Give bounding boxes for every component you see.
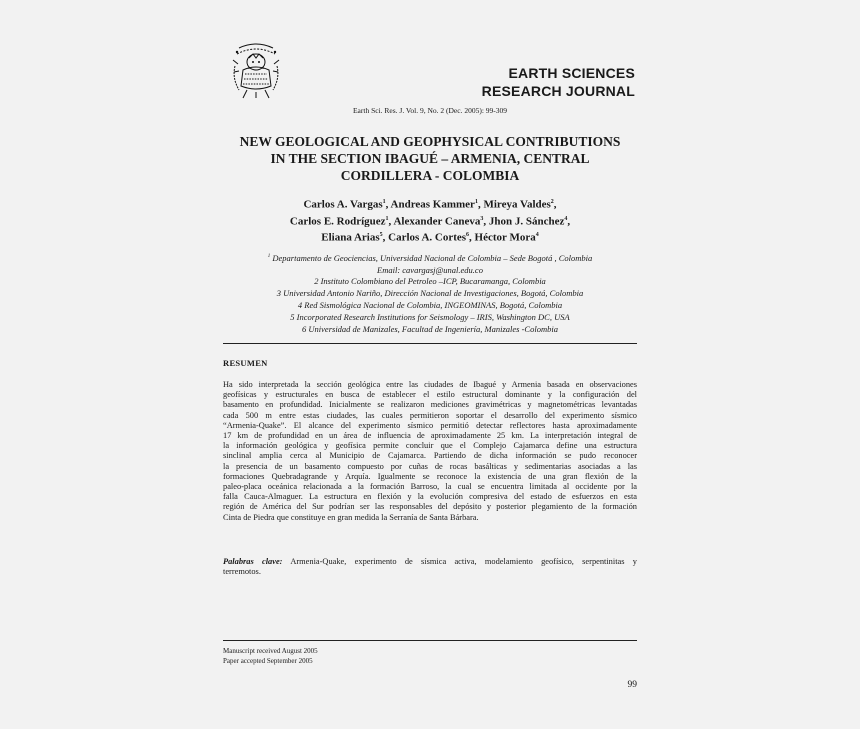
journal-citation: Earth Sci. Res. J. Vol. 9, No. 2 (Dec. 2005): 99-309 [352,106,508,115]
author-affiliation-mark: 1 [385,215,389,222]
author-affiliation-mark: 1 [474,199,478,205]
author-name: Carlos E. Rodríguez [289,215,386,228]
author-affiliation-mark: 5 [379,232,383,239]
abstract-line: geofísicas y estructurales en busca de establecer el estilo estructural dominante y la configuración del [223,390,637,400]
accepted-date: Paper accepted September 2005 [223,657,313,665]
title-line: CORDILLERA - COLOMBIA [340,168,520,183]
abstract-line: paleo-placa oceánica relacionada a la formación Barroso, la cual se encuentra limitada al occidente por la [223,482,637,492]
author-name: Jhon J. Sánchez [488,215,565,228]
title-line: IN THE SECTION IBAGUÉ – ARMENIA, CENTRAL [270,151,590,166]
keywords-label: Palabras clave: [223,557,283,566]
author-name: Carlos A. Cortes [388,231,467,244]
keywords [223,557,637,577]
affiliation-text: Departamento de Geociencias, Universidad Nacional de Colombia – Sede Bogotá , Colombia [272,252,593,263]
abstract-line: la información geológica y geofísica permite concluir que el Complejo Cajamarca define una estructura [223,441,637,451]
author-name: Alexander Caneva [393,215,481,228]
author-separator: , [553,198,557,211]
abstract-line: 17 km de profundidad en un área de influencia de aproximadamente 25 km. La interpretación integral de [223,431,637,441]
affiliation-item [200,251,660,265]
author-name: Andreas Kammer [390,198,475,211]
author-name: Mireya Valdes [483,198,551,211]
journal-name-line-2: RESEARCH JOURNAL [481,83,635,99]
journal-name-line-1: EARTH SCIENCES [508,65,635,81]
affiliation-item: 4 Red Sismológica Nacional de Colombia, INGEOMINAS, Bogotá, Colombia [297,300,563,311]
footer-divider [223,640,637,641]
author-name: Carlos A. Vargas [303,198,383,211]
author-separator: , [385,198,391,211]
keywords-line [223,557,637,567]
abstract-line: cada 500 m entre estas ciudades, las cuales permitieron soportar el desarrollo del experimento sísmico [223,410,637,420]
abstract-line: falla Cauca-Almaguer. La estructura en flexión y la evolución compresiva del estado de esfuerzos en esta [223,492,637,502]
section-divider [223,343,637,344]
title-line: NEW GEOLOGICAL AND GEOPHYSICAL CONTRIBUTIONS [239,134,621,149]
author-affiliation-mark: 1 [382,199,386,205]
author-affiliation-mark: 4 [535,232,539,239]
author-separator: , [567,215,571,228]
page-number: 99 [627,680,637,690]
journal-logo-icon [229,40,283,100]
abstract-line: “Armenia-Quake”. El alcance del experimento sísmico permitió detectar reflectores hasta aproximadamente [223,420,637,430]
author-name: Eliana Arias [321,231,380,244]
author-affiliation-mark: 6 [466,232,470,239]
affiliation-mark: 1 [267,254,271,259]
received-date: Manuscript received August 2005 [223,647,318,655]
author-separator: , [483,215,489,228]
author-separator: , [388,215,394,228]
abstract-line: formaciones Quebradagrande y Arquía. Igualmente se reconoce la existencia de una gran flexión de la [223,471,637,481]
affiliation-item: 6 Universidad de Manizales, Facultad de Ingeniería, Manizales -Colombia [302,323,558,334]
affiliation-item: 3 Universidad Antonio Nariño, Dirección Nacional de Investigaciones, Bogotá, Colombia [276,288,584,299]
author-separator: , [477,198,484,211]
journal-name [482,64,635,100]
abstract-heading: RESUMEN [223,358,268,368]
author-email: Email: cavargasj@unal.edu.co [377,264,483,275]
abstract-line: sinclinal amplia cerca al Municipio de Cajamarca. Partiendo de dicha información se pudo reconocer [223,451,637,461]
author-separator: , [469,231,475,244]
author-name: Héctor Mora [474,231,536,244]
abstract-line: Ha sido interpretada la sección geológica entre las ciudades de Ibagué y Armenia basada en observaciones [223,380,637,389]
abstract-line: Cinta de Piedra que constituye en gran medida la Serranía de Santa Bárbara. [223,512,479,522]
author-affiliation-mark: 3 [480,215,484,222]
affiliation-item: 2 Instituto Colombiano del Petroleo –ICP, Bucaramanga, Colombia [314,276,546,287]
author-separator: , [382,231,389,244]
author-affiliation-mark: 4 [564,215,568,222]
author-line [200,195,660,212]
abstract-line: región de América del Sur podrían ser las responsables del depósito y posterior plegamiento de la formación [223,502,637,512]
author-affiliation-mark: 2 [550,199,554,205]
article-title [210,133,650,184]
author-list [200,195,660,245]
manuscript-dates [223,646,318,666]
keywords-text: Armenia-Quake, experimento de sísmica activa, modelamiento geofísico, serpentinitas y [282,557,637,566]
keywords-line: terremotos. [223,567,261,577]
affiliation-list [200,251,660,335]
abstract-line: basamento en profundidad. Inicialmente se realizaron mediciones gravimétricas y magnetométricas levantadas [223,400,637,410]
author-line [200,212,660,229]
abstract-body [223,380,637,523]
author-line [200,228,660,245]
affiliation-item: 5 Incorporated Research Institutions for Seismology – IRIS, Washington DC, USA [290,311,570,322]
abstract-line: la presencia de un basamento compuesto por cuñas de rocas basálticas y sedimentarias asociadas a las [223,461,637,471]
